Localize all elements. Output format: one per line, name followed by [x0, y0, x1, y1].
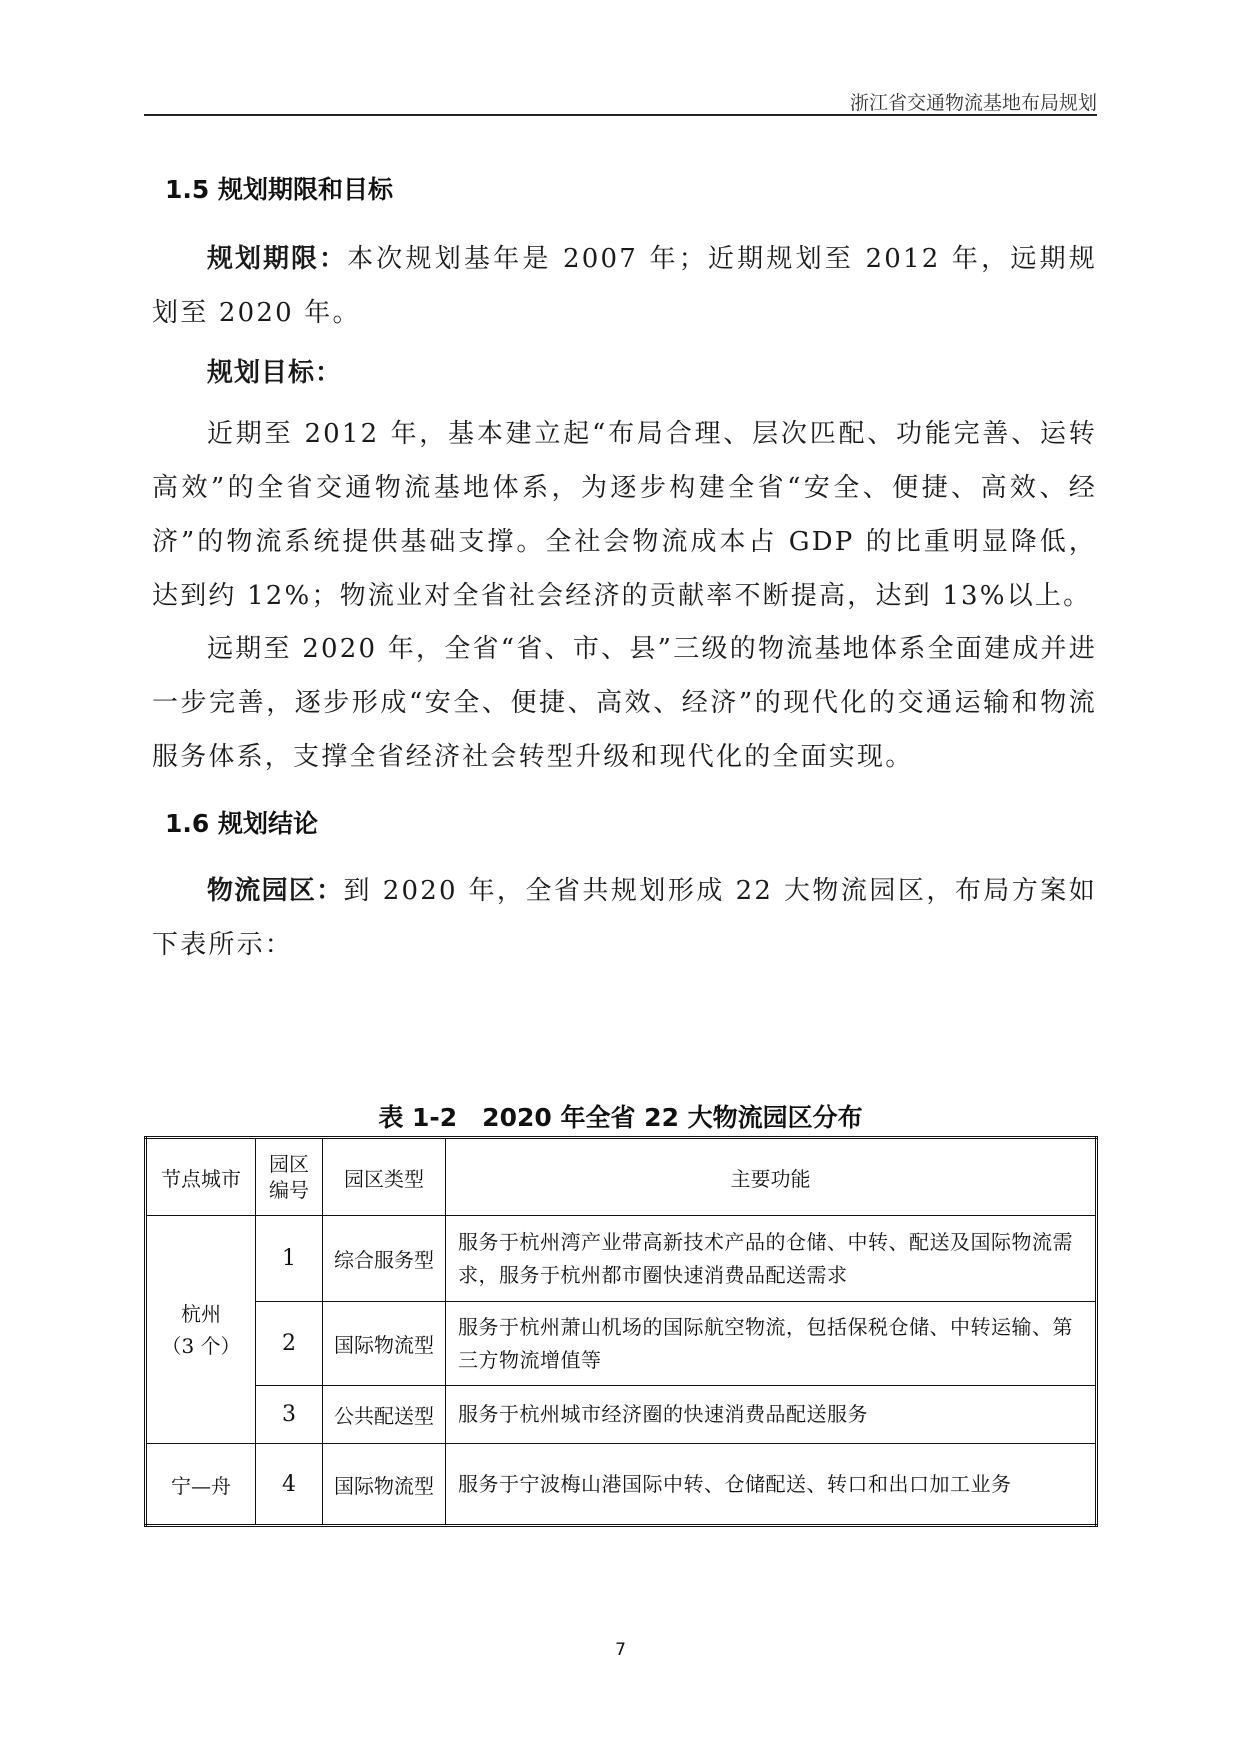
- city-count: （3 个）: [161, 1333, 241, 1358]
- park-type: 综合服务型: [323, 1216, 446, 1302]
- park-number: 4: [256, 1444, 323, 1526]
- city-name: 宁—舟: [171, 1473, 231, 1498]
- planning-period-lead: 规划期限：: [207, 244, 348, 274]
- running-header: 浙江省交通物流基地布局规划: [849, 92, 1097, 114]
- city-cell-hangzhou: [146, 1216, 256, 1444]
- table-row: [146, 1302, 1097, 1386]
- park-function: 服务于杭州湾产业带高新技术产品的仓储、中转、配送及国际物流需求，服务于杭州都市圈快速消费品配送需求: [446, 1216, 1097, 1302]
- near-term-paragraph: 近期至 2012 年，基本建立起“布局合理、层次匹配、功能完善、运转高效”的全省交通物流基地体系，为逐步构建全省“安全、便捷、高效、经济”的物流系统提供基础支撑。全社会物流成本占 GDP 的比重明显降低，达到约 12%；物流业对全省社会经济的贡献率不断提高，达到 13%以上。: [152, 419, 1097, 611]
- park-type: 国际物流型: [323, 1444, 446, 1526]
- header-main-function: 主要功能: [446, 1138, 1097, 1216]
- page-number: 7: [615, 1640, 626, 1660]
- logistics-park-table: [144, 1136, 1098, 1527]
- section-heading-1-6: 1.6 规划结论: [165, 809, 318, 838]
- table-header-row: [146, 1138, 1097, 1216]
- table-row: [146, 1386, 1097, 1444]
- planning-goal-lead: 规划目标：: [207, 358, 343, 388]
- planning-period-paragraph: [152, 232, 1097, 340]
- park-function: 服务于杭州城市经济圈的快速消费品配送服务: [446, 1386, 1097, 1444]
- header-city: 节点城市: [146, 1138, 256, 1216]
- header-park-number-line2: 编号: [269, 1178, 309, 1202]
- park-function: 服务于杭州萧山机场的国际航空物流，包括保税仓储、中转运输、第三方物流增值等: [446, 1302, 1097, 1386]
- section-heading-1-5: 1.5 规划期限和目标: [165, 175, 393, 204]
- planning-period-text: 本次规划基年是 2007 年；近期规划至 2012 年，远期规划至 2020 年。: [152, 244, 1097, 328]
- city-name: 杭州: [181, 1301, 221, 1326]
- park-number: 1: [256, 1216, 323, 1302]
- city-cell-ningzhou: [146, 1444, 256, 1526]
- planning-goal-paragraph: [152, 346, 1097, 400]
- header-park-number-line1: 园区: [269, 1152, 309, 1176]
- table-row: [146, 1444, 1097, 1526]
- park-function: 服务于宁波梅山港国际中转、仓储配送、转口和出口加工业务: [446, 1444, 1097, 1526]
- park-number: 3: [256, 1386, 323, 1444]
- header-rule: [144, 114, 1097, 116]
- table-row: [146, 1216, 1097, 1302]
- logistics-park-lead: 物流园区：: [207, 876, 344, 906]
- long-term-paragraph: 远期至 2020 年，全省“省、市、县”三级的物流基地体系全面建成并进一步完善，逐步形成“安全、便捷、高效、经济”的现代化的交通运输和物流服务体系，支撑全省经济社会转型升级和现代化的全面实现。: [152, 634, 1097, 772]
- table-title: 表 1-2 2020 年全省 22 大物流园区分布: [378, 1103, 863, 1132]
- logistics-park-text: 到 2020 年，全省共规划形成 22 大物流园区，布局方案如下表所示：: [152, 876, 1097, 960]
- park-number: 2: [256, 1302, 323, 1386]
- logistics-park-paragraph: [152, 864, 1097, 972]
- header-park-number: [256, 1138, 323, 1216]
- header-park-type: 园区类型: [323, 1138, 446, 1216]
- park-type: 国际物流型: [323, 1302, 446, 1386]
- park-type: 公共配送型: [323, 1386, 446, 1444]
